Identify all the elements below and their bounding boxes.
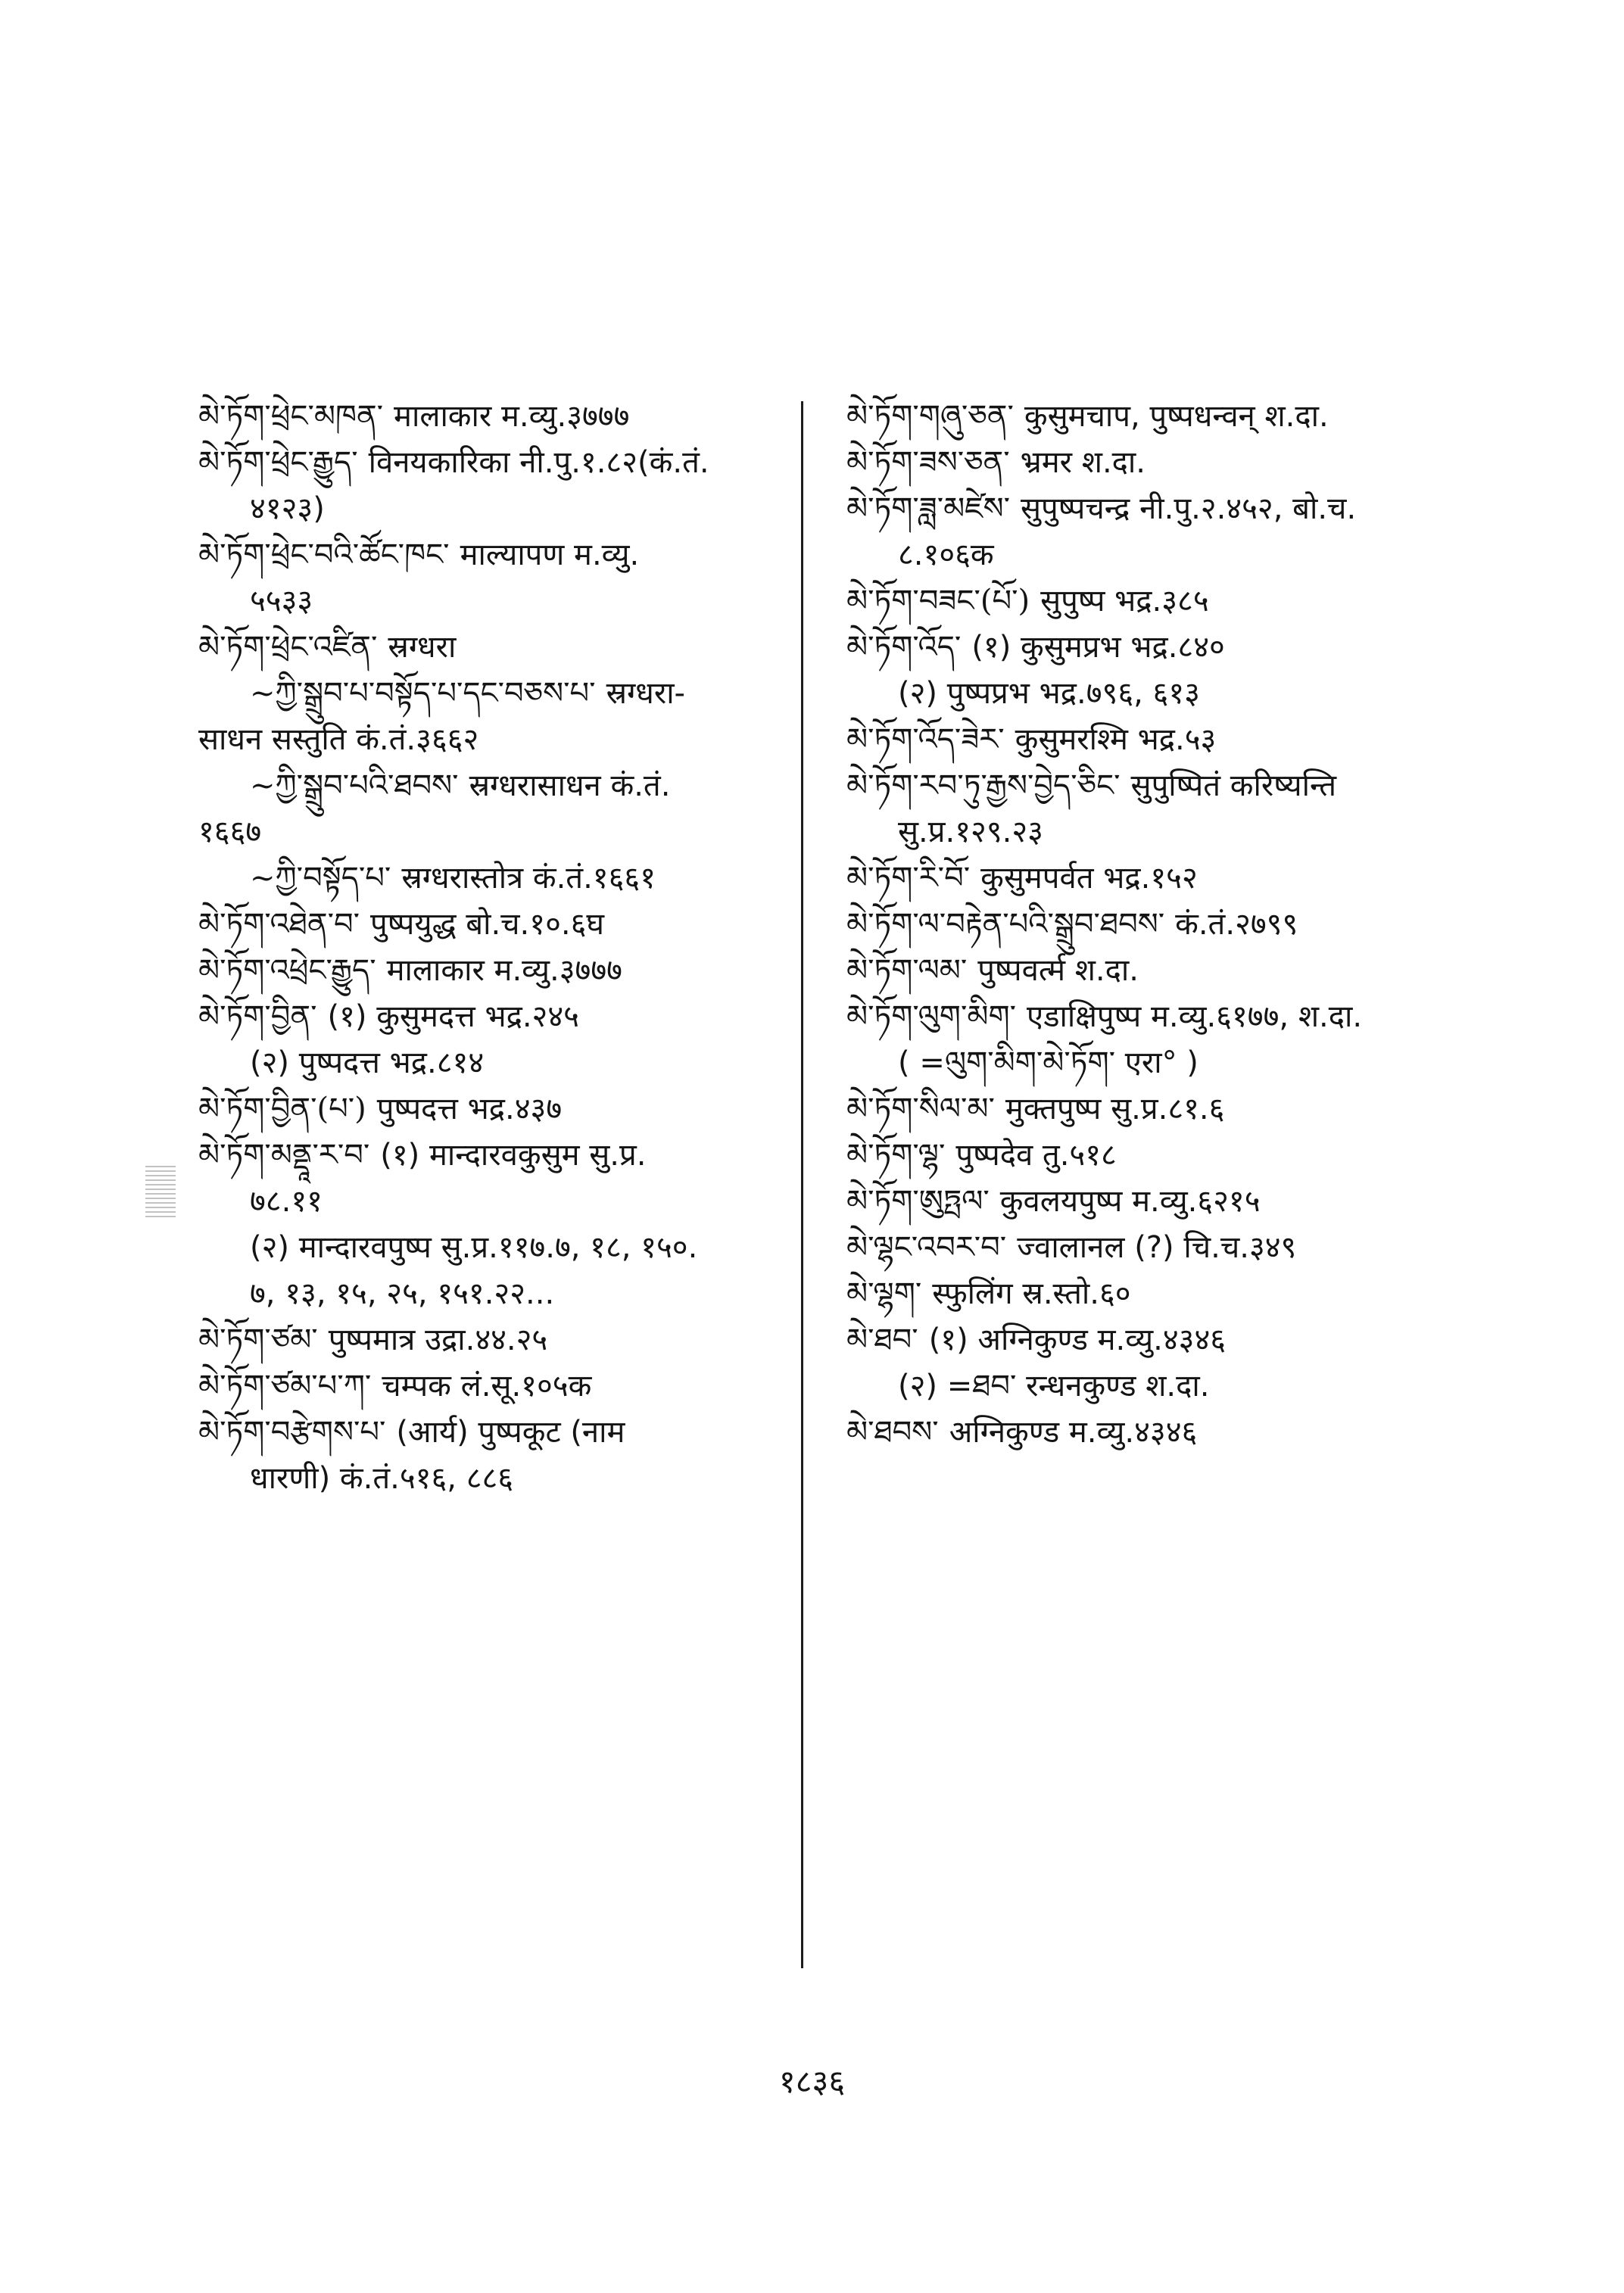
dictionary-entry: མེ་ཏོག་བཟང་(པོ་) सुपुष्प भद्र.३८५ bbox=[846, 584, 1209, 618]
dictionary-entry: མེ་ཏོག་ཟས་ཅན་ भ्रमर श.दा. bbox=[846, 445, 1146, 480]
dictionary-entry: མེ་ཏོག་ལམ་ पुष्पवर्त्म श.दा. bbox=[846, 953, 1139, 988]
entry-continuation: ७, १३, १५, २५, १५१.२२... bbox=[250, 1276, 555, 1311]
dictionary-entry: མེ་ཏོག་འཐེན་བ་ पुष्पयुद्ध बो.च.१०.६घ bbox=[198, 907, 605, 942]
entry-continuation: ५५३३ bbox=[250, 584, 313, 618]
dictionary-entry: མེ་ཐབ་ (१) अग्निकुण्ड म.व्यु.४३४६ bbox=[846, 1323, 1227, 1357]
dictionary-entry: མེ་ཏོག་བྱིན་ (१) कुसुमदत्त भद्र.२४५ bbox=[198, 999, 579, 1034]
dictionary-entry: མེ་ཏོག་མནྡཱ་ར་བ་ (१) मान्दारवकुसुम सु.प्र. bbox=[198, 1138, 647, 1173]
dictionary-entry: མེ་ཐབས་ अग्निकुण्ड म.व्यु.४३४६ bbox=[846, 1415, 1198, 1450]
dictionary-entry: མེ་ཏོག་ཨུཏྤལ་ कुवलयपुष्प म.व्यु.६२१५ bbox=[846, 1184, 1261, 1219]
dictionary-entry: མེ་ལྷག་ स्फुलिंग स्र.स्तो.६० bbox=[846, 1276, 1131, 1311]
dictionary-entry: མེ་ཏོག་རི་བོ་ कुसुमपर्वत भद्र.१५२ bbox=[846, 861, 1198, 896]
dictionary-entry: མེ་ཏོག་ལྷ་ पुष्पदेव तु.५१८ bbox=[846, 1138, 1117, 1173]
sub-entry: (२) पुष्पदत्त भद्र.८१४ bbox=[250, 1045, 485, 1080]
entry-continuation: १६६७ bbox=[198, 815, 262, 849]
left-column bbox=[198, 394, 796, 1502]
dictionary-entry: མེ་ཏོག་ཙམ་ पुष्पमात्र उद्रा.४४.२५ bbox=[198, 1323, 548, 1357]
sub-entry: ~ཀྱི་སྒྲུབ་པ་བསྟོད་པ་དང་བཅས་པ་ स्रग्धरा- bbox=[250, 676, 685, 711]
dictionary-entry: མེ་ཏོག་ཕྲེང་མཁན་ मालाकार म.व्यु.३७७७ bbox=[198, 399, 630, 434]
margin-mark bbox=[145, 1166, 176, 1219]
sub-entry: (२) मान्दारवपुष्प सु.प्र.११७.७, १८, १५०. bbox=[250, 1230, 698, 1265]
dictionary-entry: མེ་ཏོག་ཙམ་པ་ཀ་ चम्पक लं.सू.१०५क bbox=[198, 1369, 592, 1404]
dictionary-entry: མེ་ཏོག་ཕྲེང་རྒྱུད་ विनयकारिका नी.पु.१.८२(कं.तं. bbox=[198, 445, 709, 480]
dictionary-entry: མེ་ཏོག་བྱིན་(པ་) पुष्पदत्त भद्र.४३७ bbox=[198, 1092, 563, 1126]
dictionary-entry: མེ་ལྷང་འབར་བ་ ज्वालानल (?) चि.च.३४९ bbox=[846, 1230, 1297, 1265]
page-number: १८३६ bbox=[778, 2063, 846, 2100]
entry-continuation: धारणी) कं.तं.५१६, ८८६ bbox=[250, 1461, 514, 1496]
sub-entry: ( =ལུག་མིག་མེ་ཏོག་ एरा° ) bbox=[898, 1045, 1199, 1080]
dictionary-entry: མེ་ཏོག་འོད་ (१) कुसुमप्रभ भद्र.८४० bbox=[846, 630, 1225, 665]
sub-entry: ~ཀྱི་བསྟོད་པ་ स्रग्धरास्तोत्र कं.तं.१६६१ bbox=[250, 861, 656, 896]
column-divider bbox=[801, 401, 803, 1968]
dictionary-entry: མེ་ཏོག་འོད་ཟེར་ कुसुमरश्मि भद्र.५३ bbox=[846, 722, 1217, 757]
right-column bbox=[846, 394, 1475, 1456]
sub-entry: ~ཀྱི་སྒྲུབ་པའི་ཐབས་ स्रग्धरासाधन कं.तं. bbox=[250, 768, 671, 803]
entry-continuation: सु.प्र.१२९.२३ bbox=[898, 815, 1043, 849]
dictionary-entry: མེ་ཏོག་བརྩེགས་པ་ (आर्य) पुष्पकूट (नाम bbox=[198, 1415, 625, 1450]
dictionary-entry: མེ་ཏོག་ཕྲེང་བའི་ཚོང་ཁང་ माल्यापण म.व्यु. bbox=[198, 537, 640, 572]
dictionary-entry: མེ་ཏོག་འཕྲེང་རྒྱུད་ मालाकार म.व्यु.३७७७ bbox=[198, 953, 622, 988]
dictionary-entry: མེ་ཏོག་གཞུ་ཅན་ कुसुमचाप, पुष्पधन्वन् श.दा. bbox=[846, 399, 1329, 434]
dictionary-entry: མེ་ཏོག་སིལ་མ་ मुक्तपुष्प सु.प्र.८१.६ bbox=[846, 1092, 1225, 1126]
entry-continuation: ८.१०६क bbox=[898, 537, 994, 572]
entry-continuation: ४१२३) bbox=[250, 491, 325, 526]
entry-continuation: ७८.११ bbox=[250, 1184, 323, 1219]
sub-entry: (२) पुष्पप्रभ भद्र.७९६, ६१३ bbox=[898, 676, 1200, 711]
dictionary-entry: མེ་ཏོག་ལ་བརྟེན་པའི་སྒྲུབ་ཐབས་ कं.तं.२७९९ bbox=[846, 907, 1298, 942]
entry-continuation: साधन सस्तुति कं.तं.३६६२ bbox=[198, 722, 479, 757]
dictionary-entry: མེ་ཏོག་ལུག་མིག་ एडाक्षिपुष्प म.व्यु.६१७७, श.दा. bbox=[846, 999, 1363, 1034]
dictionary-entry: མེ་ཏོག་ཕྲེང་འཛིན་ स्रग्धरा bbox=[198, 630, 457, 665]
dictionary-entry: མེ་ཏོག་ཟླ་མཛེས་ सुपुष्पचन्द्र नी.पु.२.४५२, बो.च. bbox=[846, 491, 1357, 526]
dictionary-entry: མེ་ཏོག་རབ་ཏུ་རྒྱས་བྱེད་ཅིང་ सुपुष्पितं करिष्यन्ति bbox=[846, 768, 1337, 803]
sub-entry: (२) =ཐབ་ रन्धनकुण्ड श.दा. bbox=[898, 1369, 1210, 1404]
